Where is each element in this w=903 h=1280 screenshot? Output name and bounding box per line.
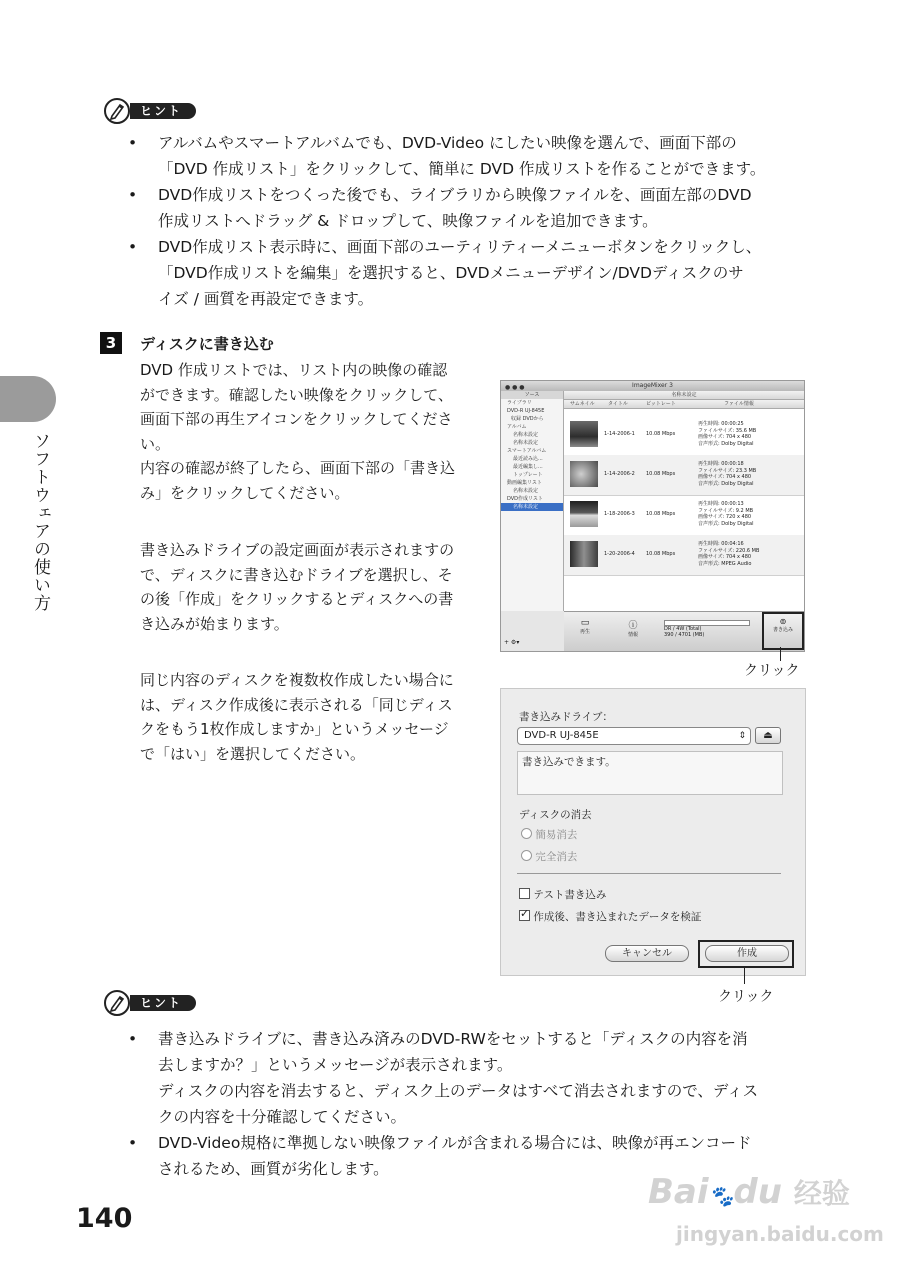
erase-section-label: ディスクの消去: [519, 809, 592, 821]
sidebar-item[interactable]: 動画編集リスト: [507, 480, 542, 486]
step-paragraph-3: 同じ内容のディスクを複数枚作成したい場合に は、ディスク作成後に表示される「同じディス クをもう1枚作成しますか」というメッセージ で「はい」を選択してください。: [140, 671, 454, 763]
table-row[interactable]: 1-20-2006-4 10.08 Mbps 再生時間: 00:04:16 ファイルサイズ: 220.6 MB 画像サイズ: 704 x 480 音声形式: MPEG Audio: [564, 535, 804, 576]
sidebar-item[interactable]: 最近編集し...: [513, 464, 543, 470]
burn-button[interactable]: ⊚ 書き込み: [762, 612, 804, 650]
sidebar-item[interactable]: トップレート: [513, 472, 543, 478]
eject-button[interactable]: [755, 727, 781, 744]
hint-label: ヒント: [130, 995, 196, 1011]
video-thumbnail: [570, 461, 598, 487]
step-paragraph-2: 書き込みドライブの設定画面が表示されますの で、ディスクに書き込むドライブを選択し、そ の後「作成」をクリックするとディスクへの書 き込みが始まります。: [140, 541, 455, 633]
sidebar-item[interactable]: 名称未設定: [513, 488, 539, 494]
info-button[interactable]: ⓘ 情報: [628, 618, 638, 638]
chapter-title: ソフトウェアの使い方: [30, 432, 50, 612]
verify-checkbox[interactable]: ✓ 作成後、書き込まれたデータを検証: [520, 907, 702, 923]
video-thumbnail: [570, 541, 598, 567]
table-row[interactable]: 1-14-2006-1 10.08 Mbps 再生時間: 00:00:25 ファイルサイズ: 35.6 MB 画像サイズ: 704 x 480 音声形式: Dolby Digital: [564, 415, 804, 456]
play-button[interactable]: ▭ 再生: [580, 618, 591, 635]
drive-label: 書き込みドライブ：: [519, 711, 613, 723]
sidebar-item[interactable]: 最近読み込...: [513, 456, 543, 462]
bullet-item: • DVD作成リストをつくった後でも、ライブラリから映像ファイルを、画面左部のDVD 作成リストへドラッグ & ドロップして、映像ファイルを追加できます。: [128, 186, 752, 230]
eject-icon: ⏏: [763, 730, 773, 741]
sidebar-item[interactable]: DVD-R UJ-845E: [507, 408, 545, 414]
sidebar-item[interactable]: 名称未設定: [513, 432, 539, 438]
hint-label: ヒント: [130, 103, 196, 119]
sidebar-item[interactable]: 収録 DVDから: [511, 416, 544, 422]
callout-label: クリック: [718, 989, 774, 1005]
table-row[interactable]: 1-18-2006-3 10.08 Mbps 再生時間: 00:00:13 ファイルサイズ: 9.2 MB 画像サイズ: 720 x 480 音声形式: Dolby Digital: [564, 495, 804, 536]
hint-bullets: [128, 1026, 818, 1182]
video-thumbnail: [570, 501, 598, 527]
bullet-item: • DVD-Video規格に準拠しない映像ファイルが含まれる場合には、映像が再エンコード されるため、画質が劣化します。: [128, 1134, 752, 1178]
drive-status-box: 書き込みできます。: [517, 751, 783, 795]
step-paragraph-1: DVD 作成リストでは、リスト内の映像の確認 ができます。確認したい映像をクリックして、 画面下部の再生アイコンをクリックしてくださ い。 内容の確認が終了したら、画面下部の「書き込 み」をクリックしてください。: [140, 361, 456, 502]
play-icon: ▭: [580, 618, 590, 628]
cancel-button[interactable]: キャンセル: [605, 945, 689, 962]
stepper-arrows-icon: ⇕: [738, 731, 746, 741]
table-row[interactable]: 1-14-2006-2 10.08 Mbps 再生時間: 00:00:18 ファイルサイズ: 23.3 MB 画像サイズ: 704 x 480 音声形式: Dolby Digital: [564, 455, 804, 496]
info-icon: ⓘ: [628, 621, 638, 631]
bullet-item: • 書き込みドライブに、書き込み済みのDVD-RWをセットすると「ディスクの内容を消 去しますか？」というメッセージが表示されます。 ディスクの内容を消去すると、ディスク上のデータはすべて消去されますので、ディス クの内容を十分確認してください。: [128, 1030, 759, 1126]
checkbox-checked-icon: ✓: [520, 907, 530, 920]
hint-header: [104, 990, 196, 1016]
bullet-item: • アルバムやスマートアルバムでも、DVD-Video にしたい映像を選んで、画面下部の 「DVD 作成リスト」をクリックして、簡単に DVD 作成リストを作ることができます。: [128, 134, 766, 178]
drive-select[interactable]: DVD-R UJ-845E ⇕: [517, 727, 751, 745]
bullet-item: • DVD作成リスト表示時に、画面下部のユーティリティーメニューボタンをクリックし、 「DVD作成リストを編集」を選択すると、DVDメニューデザイン/DVDディスクのサ イズ / 画質を再設定できます。: [128, 238, 762, 308]
paw-icon: 🐾: [708, 1184, 734, 1208]
window-titlebar: ● ● ● ImageMixer 3: [501, 381, 804, 391]
radio-icon: [521, 828, 532, 839]
callout-label: クリック: [744, 663, 800, 679]
page-number: 140: [76, 1203, 133, 1234]
watermark-url: jingyan.baidu.com: [676, 1222, 884, 1246]
radio-full-erase[interactable]: 完全消去: [521, 849, 577, 864]
burn-settings-dialog: [500, 688, 806, 976]
create-button[interactable]: 作成: [705, 945, 789, 962]
callout-line: [744, 966, 745, 984]
add-source-button[interactable]: + ⚙▾: [504, 639, 520, 646]
step-title: ディスクに書き込む: [140, 335, 274, 353]
source-sidebar: ソース ライブラリ DVD-R UJ-845E 収録 DVDから アルバム 名称未設定 名称未設定 スマートアルバム 最近読み込... 最近編集し... トップレート 動画編集リスト 名称未設定 DVD作成リスト 名称未設定: [501, 391, 564, 611]
capacity-meter: DR / 4W (Total) 390 / 4701 (MB): [664, 620, 750, 638]
hint-header: [104, 98, 196, 124]
sidebar-item[interactable]: 名称未設定: [501, 503, 563, 511]
sidebar-item[interactable]: アルバム: [507, 424, 527, 430]
radio-icon: [521, 850, 532, 861]
hint-bullets: [128, 130, 818, 312]
callout-line: [780, 647, 781, 661]
sidebar-item[interactable]: DVD作成リスト: [507, 496, 543, 502]
burn-icon: ⊚: [779, 617, 787, 626]
hint-pencil-icon: [104, 98, 130, 124]
video-thumbnail: [570, 421, 598, 447]
traffic-light-icons[interactable]: ● ● ●: [505, 384, 525, 391]
sidebar-item[interactable]: スマートアルバム: [507, 448, 547, 454]
hint-pencil-icon: [104, 990, 130, 1016]
sidebar-item[interactable]: ライブラリ: [507, 400, 532, 406]
column-headers: サムネイル タイトル ビットレート ファイル情報: [564, 400, 804, 409]
clip-list: 名称未設定 サムネイル タイトル ビットレート ファイル情報 1-14-2006-1 10.08 Mbps 再生時間: 00:00:25 ファイルサイズ: 35.6 MB 画像サイズ: 704 x 480 音声形式: Dolby Digital 1-14-2006-2 10.08 Mbps 再生時間: 00:00:18 ファイルサイズ: 23.3 MB 画像サイズ: 704 x 480 音声形式: Dolby Digital 1-18-2006-3 10.08 Mbps 再生時間: 00:00:13 ファイルサイズ: 9.2 MB 画像サイズ: 720 x 480 音声形式: Dolby Digital 1-20-2006-4 10.08 Mbps 再生時間: 00:04:16 ファイルサイズ: 220.6 MB 画像サイズ: 704 x 480 音声形式: MPEG Audio: [564, 391, 804, 611]
radio-quick-erase[interactable]: 簡易消去: [521, 827, 577, 842]
chapter-tab: [0, 376, 56, 422]
baidu-watermark-logo: Bai🐾du 经验: [648, 1172, 850, 1212]
create-button-highlight: [698, 940, 794, 968]
step-number: 3: [100, 332, 122, 354]
divider: [517, 873, 781, 874]
clip-rows: [564, 415, 804, 611]
test-write-checkbox[interactable]: テスト書き込み: [519, 887, 606, 902]
checkbox-icon: [519, 888, 530, 899]
imagemixer-window: [500, 380, 805, 652]
sidebar-item[interactable]: 名称未設定: [513, 440, 539, 446]
